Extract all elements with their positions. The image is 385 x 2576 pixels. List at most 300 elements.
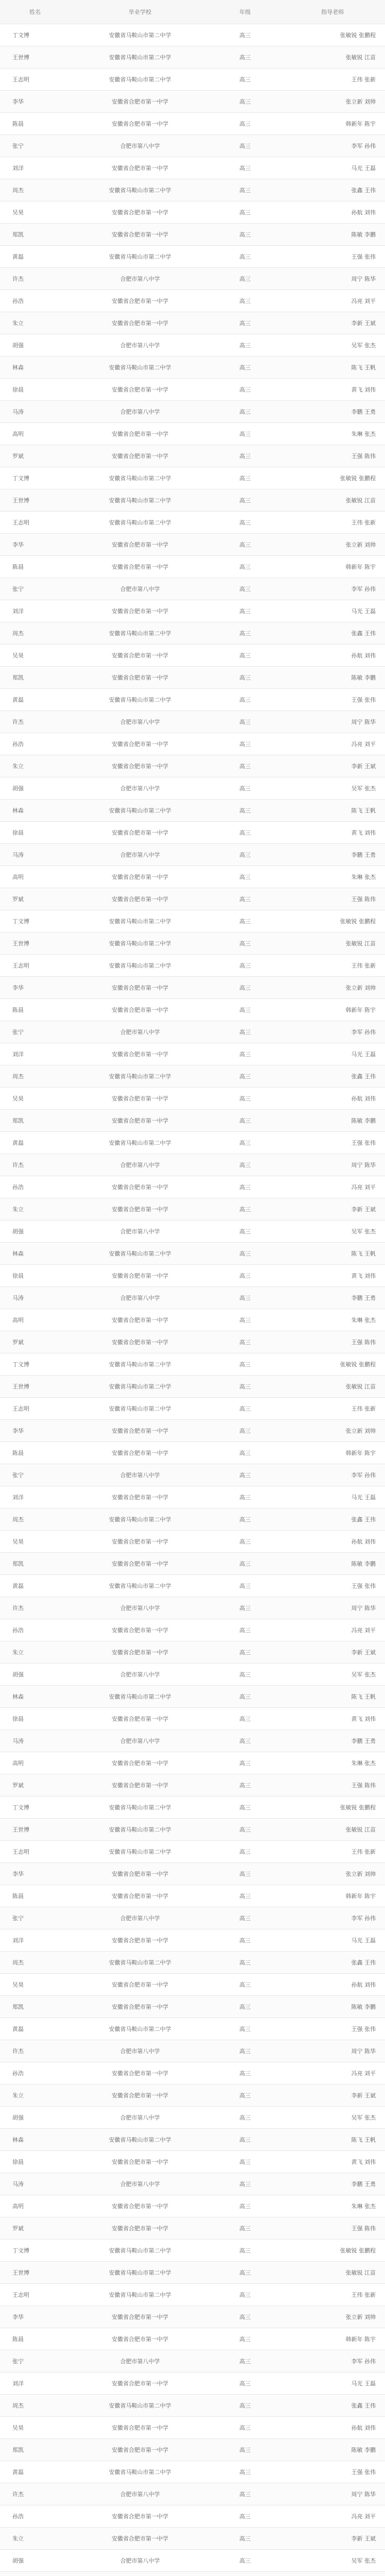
- table-row: [0, 1486, 385, 1509]
- cell-advisor: 黄飞 刘伟: [351, 1716, 376, 1722]
- table-row: [0, 1309, 385, 1331]
- table-row: [0, 1154, 385, 1176]
- cell-name: 刘洋: [12, 2380, 24, 2387]
- table-row: [0, 1641, 385, 1664]
- cell-grade: 高三: [239, 320, 251, 327]
- cell-school: 安徽省合肥市第一中学: [112, 896, 168, 903]
- table-row: [0, 1797, 385, 1819]
- cell-name: 陈晨: [12, 121, 24, 127]
- table-row: [0, 888, 385, 910]
- cell-name: 丁文博: [12, 475, 29, 482]
- cell-grade: 高三: [239, 1538, 251, 1545]
- cell-grade: 高三: [239, 54, 251, 61]
- cell-grade: 高三: [239, 1561, 251, 1567]
- cell-school: 安徽省合肥市第一中学: [112, 165, 168, 172]
- cell-grade: 高三: [239, 2026, 251, 2032]
- table-row: [0, 1442, 385, 1464]
- cell-advisor: 张立新 刘帅: [345, 985, 376, 991]
- table-row: [0, 1265, 385, 1287]
- cell-advisor: 李新 王斌: [351, 763, 376, 770]
- table-row: [0, 733, 385, 755]
- cell-advisor: 陈敏 李鹏: [351, 231, 376, 238]
- table-row: [0, 1176, 385, 1198]
- cell-school: 安徽省马鞍山市第二中学: [109, 2402, 171, 2409]
- table-row: [0, 69, 385, 91]
- cell-name: 许杰: [12, 1162, 24, 1168]
- cell-grade: 高三: [239, 1405, 251, 1412]
- cell-advisor: 马光 王磊: [351, 608, 376, 615]
- cell-school: 合肥市第八中学: [120, 342, 160, 349]
- cell-school: 安徽省马鞍山市第二中学: [109, 962, 171, 969]
- cell-grade: 高三: [239, 1804, 251, 1811]
- cell-name: 陈晨: [12, 1007, 24, 1013]
- table-row: [0, 401, 385, 423]
- cell-grade: 高三: [239, 1361, 251, 1368]
- cell-advisor: 王强 张伟: [351, 1583, 376, 1589]
- cell-grade: 高三: [239, 497, 251, 504]
- table-row: [0, 290, 385, 312]
- cell-advisor: 李军 孙伟: [351, 2358, 376, 2365]
- cell-school: 合肥市第八中学: [120, 1162, 160, 1168]
- cell-name: 孙浩: [12, 2070, 24, 2077]
- cell-school: 安徽省合肥市第一中学: [112, 1095, 168, 1102]
- cell-name: 罗斌: [12, 1339, 24, 1346]
- cell-grade: 高三: [239, 2491, 251, 2498]
- cell-name: 王志明: [12, 2292, 29, 2298]
- cell-name: 刘洋: [12, 1937, 24, 1944]
- cell-school: 安徽省马鞍山市第二中学: [109, 253, 171, 260]
- cell-school: 安徽省马鞍山市第二中学: [109, 1959, 171, 1966]
- cell-advisor: 陈飞 王帆: [351, 1250, 376, 1257]
- table-row: [0, 1619, 385, 1641]
- cell-school: 安徽省马鞍山市第二中学: [109, 2469, 171, 2476]
- table-row: [0, 2107, 385, 2129]
- cell-grade: 高三: [239, 1428, 251, 1434]
- cell-school: 安徽省合肥市第一中学: [112, 1782, 168, 1789]
- cell-advisor: 张敏锐 张鹏程: [340, 32, 376, 39]
- cell-advisor: 张立新 刘帅: [345, 2314, 376, 2320]
- cell-name: 黄磊: [12, 253, 24, 260]
- cell-name: 刘洋: [12, 1494, 24, 1501]
- cell-advisor: 孙航 刘伟: [351, 1981, 376, 1988]
- cell-advisor: 王强 张伟: [351, 2026, 376, 2032]
- table-row: [0, 1132, 385, 1154]
- cell-grade: 高三: [239, 165, 251, 172]
- table-row: [0, 755, 385, 777]
- cell-name: 李华: [12, 985, 24, 991]
- cell-grade: 高三: [239, 1029, 251, 1036]
- table-row: [0, 2195, 385, 2217]
- cell-name: 黄磊: [12, 1583, 24, 1589]
- cell-name: 张宁: [12, 1029, 24, 1036]
- cell-name: 周杰: [12, 630, 24, 637]
- table-row: [0, 2461, 385, 2483]
- cell-advisor: 王伟 张新: [351, 519, 376, 526]
- cell-name: 许杰: [12, 719, 24, 725]
- cell-name: 周杰: [12, 1073, 24, 1080]
- cell-grade: 高三: [239, 143, 251, 149]
- cell-grade: 高三: [239, 1162, 251, 1168]
- cell-grade: 高三: [239, 1627, 251, 1634]
- cell-grade: 高三: [239, 1782, 251, 1789]
- table-row: [0, 2395, 385, 2417]
- cell-school: 安徽省合肥市第一中学: [112, 1937, 168, 1944]
- cell-grade: 高三: [239, 1693, 251, 1700]
- cell-grade: 高三: [239, 1295, 251, 1301]
- cell-advisor: 王伟 张新: [351, 1849, 376, 1855]
- cell-grade: 高三: [239, 652, 251, 659]
- cell-name: 张宁: [12, 1915, 24, 1922]
- cell-name: 陈晨: [12, 564, 24, 570]
- cell-grade: 高三: [239, 1516, 251, 1523]
- cell-name: 王世博: [12, 2269, 29, 2276]
- cell-grade: 高三: [239, 1450, 251, 1456]
- cell-school: 安徽省马鞍山市第二中学: [109, 1250, 171, 1257]
- table-row: [0, 534, 385, 556]
- cell-grade: 高三: [239, 1250, 251, 1257]
- cell-school: 安徽省合肥市第一中学: [112, 2203, 168, 2210]
- cell-advisor: 周宁 陈华: [351, 276, 376, 282]
- table-row: [0, 1863, 385, 1885]
- cell-school: 安徽省马鞍山市第二中学: [109, 630, 171, 637]
- cell-name: 张宁: [12, 143, 24, 149]
- cell-name: 朱立: [12, 1206, 24, 1213]
- cell-advisor: 陈敏 李鹏: [351, 2004, 376, 2010]
- cell-name: 丁文博: [12, 32, 29, 39]
- cell-grade: 高三: [239, 2203, 251, 2210]
- table-row: [0, 1287, 385, 1309]
- table-row: [0, 1043, 385, 1065]
- cell-grade: 高三: [239, 209, 251, 216]
- table-row: [0, 135, 385, 157]
- cell-name: 刘洋: [12, 165, 24, 172]
- table-row: [0, 2350, 385, 2372]
- table-row: [0, 489, 385, 512]
- cell-name: 丁文博: [12, 1804, 29, 1811]
- cell-grade: 高三: [239, 231, 251, 238]
- table-row: [0, 1575, 385, 1597]
- cell-grade: 高三: [239, 2535, 251, 2542]
- cell-school: 安徽省马鞍山市第二中学: [109, 1583, 171, 1589]
- cell-advisor: 张敏锐 江苗: [345, 2269, 376, 2276]
- cell-school: 安徽省合肥市第一中学: [112, 1051, 168, 1058]
- cell-advisor: 马光 王磊: [351, 2380, 376, 2387]
- cell-school: 安徽省合肥市第一中学: [112, 2004, 168, 2010]
- cell-advisor: 黄飞 刘伟: [351, 829, 376, 836]
- cell-advisor: 孙航 刘伟: [351, 652, 376, 659]
- cell-name: 孙浩: [12, 2513, 24, 2520]
- cell-advisor: 陈敏 李鹏: [351, 674, 376, 681]
- cell-grade: 高三: [239, 2358, 251, 2365]
- table-row: [0, 1509, 385, 1531]
- cell-school: 合肥市第八中学: [120, 1671, 160, 1678]
- cell-grade: 高三: [239, 1716, 251, 1722]
- cell-grade: 高三: [239, 608, 251, 615]
- cell-school: 安徽省马鞍山市第二中学: [109, 1361, 171, 1368]
- cell-school: 合肥市第八中学: [120, 2358, 160, 2365]
- cell-grade: 高三: [239, 852, 251, 858]
- cell-name: 陈晨: [12, 1893, 24, 1900]
- table-row: [0, 2417, 385, 2439]
- cell-school: 合肥市第八中学: [120, 852, 160, 858]
- cell-name: 张宁: [12, 1472, 24, 1479]
- cell-school: 安徽省合肥市第一中学: [112, 1273, 168, 1279]
- cell-grade: 高三: [239, 2336, 251, 2343]
- table-row: [0, 866, 385, 888]
- cell-advisor: 周宁 陈华: [351, 719, 376, 725]
- cell-school: 安徽省合肥市第一中学: [112, 1760, 168, 1767]
- cell-grade: 高三: [239, 2247, 251, 2254]
- cell-advisor: 李鹏 王勇: [351, 1295, 376, 1301]
- cell-school: 安徽省合肥市第一中学: [112, 431, 168, 437]
- cell-school: 安徽省合肥市第一中学: [112, 829, 168, 836]
- cell-school: 合肥市第八中学: [120, 1295, 160, 1301]
- cell-advisor: 韩新年 陈宇: [345, 2336, 376, 2343]
- header-advisor: 指导老师: [321, 9, 344, 15]
- cell-advisor: 冯亮 刘平: [351, 741, 376, 748]
- cell-advisor: 张敏锐 江苗: [345, 1826, 376, 1833]
- table-row: [0, 357, 385, 379]
- cell-school: 安徽省马鞍山市第二中学: [109, 918, 171, 925]
- cell-name: 李华: [12, 1428, 24, 1434]
- cell-name: 胡强: [12, 342, 24, 349]
- cell-name: 高明: [12, 2203, 24, 2210]
- cell-advisor: 张鑫 王伟: [351, 630, 376, 637]
- cell-advisor: 孙航 刘伟: [351, 209, 376, 216]
- cell-school: 合肥市第八中学: [120, 143, 160, 149]
- table-row: [0, 955, 385, 977]
- cell-grade: 高三: [239, 763, 251, 770]
- cell-advisor: 张立新 刘帅: [345, 541, 376, 548]
- cell-school: 安徽省合肥市第一中学: [112, 2535, 168, 2542]
- cell-name: 周杰: [12, 2402, 24, 2409]
- cell-grade: 高三: [239, 2070, 251, 2077]
- cell-school: 安徽省马鞍山市第二中学: [109, 364, 171, 371]
- table-row: [0, 910, 385, 933]
- table-row: [0, 578, 385, 600]
- cell-grade: 高三: [239, 2447, 251, 2453]
- cell-grade: 高三: [239, 1206, 251, 1213]
- table-row: [0, 1331, 385, 1353]
- cell-advisor: 张鑫 王伟: [351, 2402, 376, 2409]
- cell-grade: 高三: [239, 896, 251, 903]
- cell-school: [70, 2572, 210, 2576]
- cell-grade: 高三: [239, 1383, 251, 1390]
- cell-grade: 高三: [239, 940, 251, 947]
- cell-name: 王世博: [12, 497, 29, 504]
- cell-advisor: 张敏锐 张鹏程: [340, 918, 376, 925]
- cell-grade: 高三: [239, 1915, 251, 1922]
- table-row: [0, 1730, 385, 1752]
- cell-grade: 高三: [239, 386, 251, 393]
- cell-school: 安徽省马鞍山市第二中学: [109, 1140, 171, 1146]
- cell-advisor: 李新 王斌: [351, 2092, 376, 2099]
- cell-school: 安徽省合肥市第一中学: [112, 231, 168, 238]
- cell-school: 安徽省合肥市第一中学: [112, 1627, 168, 1634]
- table-row: [0, 2328, 385, 2350]
- table-row: [0, 933, 385, 955]
- cell-advisor: 张立新 刘帅: [345, 1428, 376, 1434]
- cell-name: 郑凯: [12, 2447, 24, 2453]
- cell-advisor: 李军 孙伟: [351, 143, 376, 149]
- table-row: [0, 1708, 385, 1730]
- cell-name: 王世博: [12, 1383, 29, 1390]
- cell-grade: 高三: [239, 2469, 251, 2476]
- cell-advisor: 孙航 刘伟: [351, 1095, 376, 1102]
- cell-school: 合肥市第八中学: [120, 409, 160, 415]
- cell-name: 吴昊: [12, 209, 24, 216]
- table-row: [0, 2284, 385, 2306]
- cell-grade: 高三: [239, 1073, 251, 1080]
- cell-name: 黄磊: [12, 2026, 24, 2032]
- cell-name: 刘洋: [12, 1051, 24, 1058]
- cell-school: 安徽省合肥市第一中学: [112, 564, 168, 570]
- cell-name: 许杰: [12, 2048, 24, 2055]
- cell-grade: 高三: [239, 807, 251, 814]
- cell-name: 王志明: [12, 76, 29, 83]
- cell-name: 高明: [12, 1760, 24, 1767]
- cell-grade: 高三: [239, 1959, 251, 1966]
- cell-grade: 高三: [239, 453, 251, 460]
- cell-advisor: 张立新 刘帅: [345, 1871, 376, 1877]
- table-row: [0, 2262, 385, 2284]
- cell-school: 安徽省马鞍山市第二中学: [109, 1516, 171, 1523]
- table-row: [0, 2372, 385, 2395]
- table-row: [0, 2217, 385, 2240]
- cell-grade: 高三: [239, 1228, 251, 1235]
- cell-advisor: 王强 陈伟: [351, 1339, 376, 1346]
- cell-name: 罗斌: [12, 453, 24, 460]
- cell-name: 徐晨: [12, 829, 24, 836]
- table-row: [0, 556, 385, 578]
- cell-name: 罗斌: [12, 896, 24, 903]
- cell-school: 安徽省马鞍山市第二中学: [109, 76, 171, 83]
- cell-advisor: 李新 王斌: [351, 2535, 376, 2542]
- cell-school: 安徽省合肥市第一中学: [112, 2314, 168, 2320]
- cell-name: 胡强: [12, 785, 24, 792]
- cell-school: 安徽省合肥市第一中学: [112, 763, 168, 770]
- cell-advisor: 冯亮 刘平: [351, 1184, 376, 1191]
- table-row: [0, 2505, 385, 2528]
- cell-school: 安徽省合肥市第一中学: [112, 1561, 168, 1567]
- cell-school: 合肥市第八中学: [120, 2491, 160, 2498]
- cell-advisor: 周宁 陈华: [351, 2048, 376, 2055]
- cell-school: 安徽省合肥市第一中学: [112, 2159, 168, 2165]
- cell-advisor: 李鹏 王勇: [351, 2181, 376, 2188]
- table-row: [0, 312, 385, 334]
- cell-advisor: 王强 张伟: [351, 253, 376, 260]
- cell-name: 黄磊: [12, 697, 24, 703]
- cell-advisor: 周宁 陈华: [351, 2491, 376, 2498]
- cell-school: 安徽省合肥市第一中学: [112, 741, 168, 748]
- table-row: [0, 1752, 385, 1774]
- cell-name: 王志明: [12, 1405, 29, 1412]
- cell-name: 张宁: [12, 2358, 24, 2365]
- header-school: 毕业学校: [129, 9, 151, 15]
- cell-name: 徐晨: [12, 386, 24, 393]
- cell-grade: 高三: [239, 1760, 251, 1767]
- cell-name: 陈晨: [12, 1450, 24, 1456]
- cell-advisor: 王强 陈伟: [351, 896, 376, 903]
- cell-name: 胡强: [12, 2557, 24, 2564]
- cell-name: 高明: [12, 1317, 24, 1324]
- cell-school: 安徽省马鞍山市第二中学: [109, 1383, 171, 1390]
- cell-advisor: 王伟 张新: [351, 76, 376, 83]
- cell-school: 安徽省合肥市第一中学: [112, 674, 168, 681]
- cell-advisor: 张敏锐 张鹏程: [340, 1361, 376, 1368]
- cell-school: 安徽省马鞍山市第二中学: [109, 497, 171, 504]
- cell-grade: 高三: [239, 519, 251, 526]
- cell-name: 周杰: [12, 187, 24, 194]
- cell-advisor: 黄飞 刘伟: [351, 2159, 376, 2165]
- cell-school: 合肥市第八中学: [120, 1738, 160, 1744]
- cell-name: 周杰: [12, 1959, 24, 1966]
- cell-advisor: 冯亮 刘平: [351, 2513, 376, 2520]
- cell-advisor: 周宁 陈华: [351, 1162, 376, 1168]
- cell-grade: 高三: [239, 630, 251, 637]
- cell-grade: 高三: [239, 1738, 251, 1744]
- cell-name: 黄磊: [12, 2469, 24, 2476]
- cell-advisor: 陈飞 王帆: [351, 2137, 376, 2143]
- cell-grade: 高三: [239, 1893, 251, 1900]
- table-row: [0, 224, 385, 246]
- table-row: [0, 1885, 385, 1907]
- table-row: [0, 1088, 385, 1110]
- cell-school: 安徽省合肥市第一中学: [112, 1339, 168, 1346]
- cell-name: 周杰: [12, 1516, 24, 1523]
- cell-grade: 高三: [239, 1605, 251, 1612]
- cell-name: 林森: [12, 364, 24, 371]
- table-row: [0, 2084, 385, 2107]
- cell-school: 安徽省合肥市第一中学: [112, 608, 168, 615]
- cell-advisor: 韩新年 陈宇: [345, 1893, 376, 1900]
- cell-grade: 高三: [239, 1117, 251, 1124]
- cell-advisor: 王伟 张新: [351, 962, 376, 969]
- cell-grade: 高三: [239, 298, 251, 304]
- cell-name: 陈晨: [12, 2336, 24, 2343]
- cell-name: 朱立: [12, 2092, 24, 2099]
- cell-advisor: 吴军 张杰: [351, 785, 376, 792]
- cell-name: 吴昊: [12, 652, 24, 659]
- table-row: [0, 711, 385, 733]
- cell-advisor: 马光 王磊: [351, 1494, 376, 1501]
- cell-grade: 高三: [239, 2114, 251, 2121]
- cell-advisor: 张鑫 王伟: [351, 187, 376, 194]
- table-row: [0, 2572, 385, 2576]
- cell-grade: 高三: [239, 2513, 251, 2520]
- table-row: [0, 667, 385, 689]
- table-row: [0, 2173, 385, 2195]
- cell-grade: 高三: [239, 741, 251, 748]
- cell-school: 安徽省马鞍山市第二中学: [109, 2292, 171, 2298]
- cell-name: 郑凯: [12, 674, 24, 681]
- cell-grade: 高三: [239, 1140, 251, 1146]
- cell-school: 安徽省合肥市第一中学: [112, 1538, 168, 1545]
- cell-school: 安徽省合肥市第一中学: [112, 1981, 168, 1988]
- cell-advisor: 张鑫 王伟: [351, 1516, 376, 1523]
- cell-school: 安徽省合肥市第一中学: [112, 2092, 168, 2099]
- table-row: [0, 1021, 385, 1043]
- cell-grade: 高三: [239, 409, 251, 415]
- cell-name: 胡强: [12, 2114, 24, 2121]
- cell-school: 安徽省合肥市第一中学: [112, 2225, 168, 2232]
- table-row: [0, 2062, 385, 2084]
- cell-grade: 高三: [239, 98, 251, 105]
- cell-advisor: 陈敏 李鹏: [351, 1561, 376, 1567]
- cell-name: 胡强: [12, 1671, 24, 1678]
- cell-school: 安徽省合肥市第一中学: [112, 2336, 168, 2343]
- cell-advisor: 王强 陈伟: [351, 2225, 376, 2232]
